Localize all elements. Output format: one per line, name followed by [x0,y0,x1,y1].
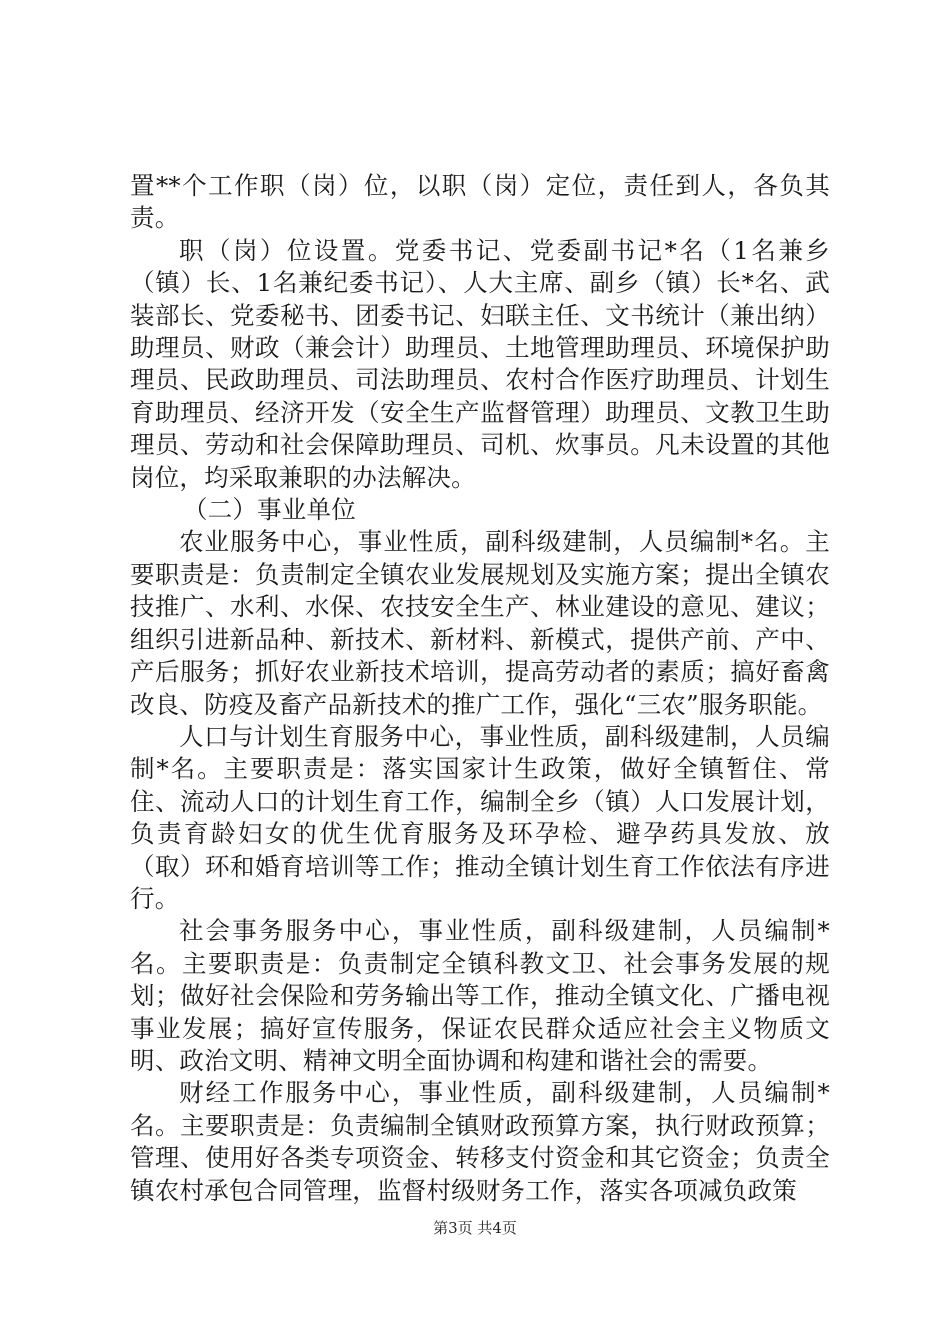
page-footer: 第3页 共4页 [433,1219,517,1237]
paragraph-family-planning-center: 人口与计划生育服务中心，事业性质，副科级建制，人员编制*名。主要职责是：落实国家计生政策，做好全镇暂住、常住、流动人口的计划生育工作，编制全乡（镇）人口发展计划，负责育龄妇女的优生优育服务及环孕检、避孕药具发放、放（取）环和婚育培训等工作；推动全镇计划生育工作依法有序进行。 [130,721,830,913]
paragraph-position-setup: 职（岗）位设置。党委书记、党委副书记*名（1名兼乡（镇）长、1名兼纪委书记）、人大主席、副乡（镇）长*名、武装部长、党委秘书、团委书记、妇联主任、文书统计（兼出纳）助理员、财政（兼会计）助理员、土地管理助理员、环境保护助理员、民政助理员、司法助理员、农村合作医疗助理员、计划生育助理员、经济开发（安全生产监督管理）助理员、文教卫生助理员、劳动和社会保障助理员、司机、炊事员。凡未设置的其他岗位，均采取兼职的办法解决。 [130,235,830,492]
paragraph-finance-service-center: 财经工作服务中心，事业性质，副科级建制，人员编制*名。主要职责是：负责编制全镇财政预算方案，执行财政预算；管理、使用好各类专项资金、转移支付资金和其它资金；负责全镇农村承包合同管理，监督村级财务工作，落实各项减负政策 [130,1078,830,1205]
document-body [130,170,830,1207]
paragraph-agriculture-service-center: 农业服务中心，事业性质，副科级建制，人员编制*名。主要职责是：负责制定全镇农业发展规划及实施方案；提出全镇农技推广、水利、水保、农技安全生产、林业建设的意见、建议；组织引进新品种、新技术、新材料、新模式，提供产前、产中、产后服务；抓好农业新技术培训，提高劳动者的素质；搞好畜禽改良、防疫及畜产品新技术的推广工作，强化“三农”服务职能。 [130,527,830,719]
section-heading-public-institutions: （二）事业单位 [183,495,356,525]
paragraph-continuation: 置**个工作职（岗）位，以职（岗）定位，责任到人，各负其责。 [130,171,830,233]
paragraph-social-affairs-center: 社会事务服务中心，事业性质，副科级建制，人员编制*名。主要职责是：负责制定全镇科教文卫、社会事务发展的规划；做好社会保险和劳务输出等工作，推动全镇文化、广播电视事业发展；搞好宣传服务，保证农民群众适应社会主义物质文明、政治文明、精神文明全面协调和构建和谐社会的需要。 [130,916,830,1075]
